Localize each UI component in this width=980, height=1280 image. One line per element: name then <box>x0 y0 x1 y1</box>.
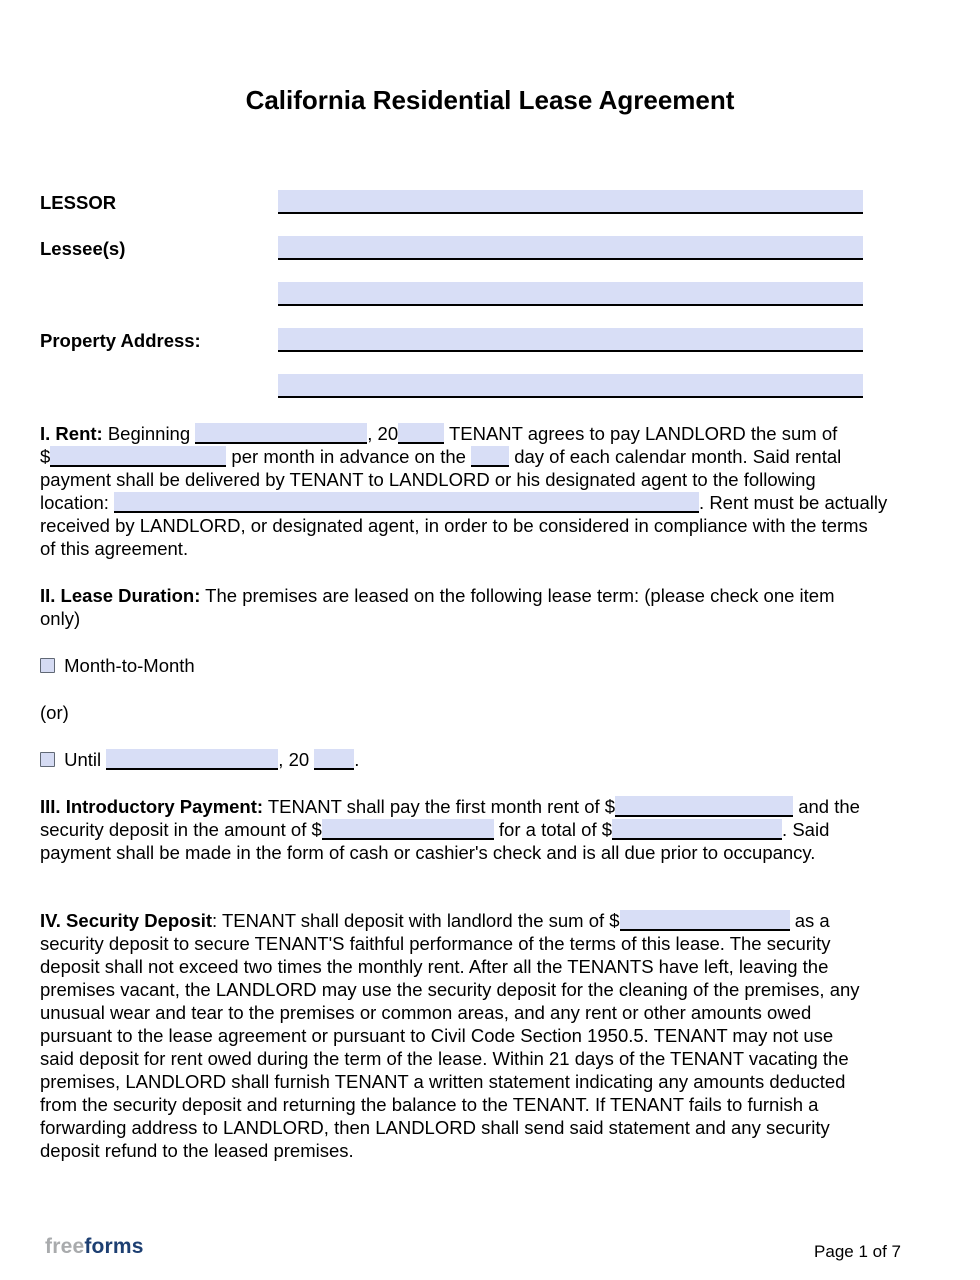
text-run: security deposit in the amount of $ <box>40 819 322 840</box>
text-line <box>40 795 940 818</box>
party-field-row <box>40 328 940 352</box>
text-run: day of each calendar month. Said rental <box>509 446 842 467</box>
text-line <box>40 1024 940 1047</box>
text-run: as a <box>789 910 830 931</box>
text-run: for a total of $ <box>493 819 613 840</box>
text-run: pursuant to the lease agreement or pursuant to Civil Code Section 1950.5. TENANT may not use <box>40 1025 834 1046</box>
text-run: only) <box>40 608 81 629</box>
text-run: The premises are leased on the following lease term: (please check one item <box>200 585 835 606</box>
text-run: TENANT agrees to pay LANDLORD the sum of <box>444 423 838 444</box>
page-indicator: Page 1 of 7 <box>814 1242 901 1261</box>
until-date-blank[interactable] <box>106 749 278 770</box>
text-run: location: <box>40 492 115 513</box>
document-body <box>40 422 940 1162</box>
section-iv-security-deposit <box>40 909 940 1162</box>
text-run: deposit shall not exceed two times the monthly rent. After all the TENANTS have left, leaving the <box>40 956 829 977</box>
rent-begin-year-blank[interactable] <box>398 423 444 444</box>
text-run: forwarding address to LANDLORD, then LANDLORD shall send said statement and any security <box>40 1117 830 1138</box>
party-field-row <box>40 236 940 260</box>
text-line <box>40 1116 940 1139</box>
property-address-input-1[interactable] <box>278 328 863 352</box>
document-title: California Residential Lease Agreement <box>245 85 735 115</box>
text-line <box>40 841 940 864</box>
text-line <box>40 468 940 491</box>
until-checkbox[interactable] <box>40 752 55 767</box>
section-iii-introductory-payment <box>40 795 940 864</box>
text-run: deposit refund to the leased premises. <box>40 1140 354 1161</box>
text-line <box>40 1047 940 1070</box>
text-line <box>40 584 940 607</box>
text-line <box>40 701 940 724</box>
month-to-month-checkbox[interactable] <box>40 658 55 673</box>
text-line <box>40 422 940 445</box>
security-deposit-amount-blank[interactable] <box>322 819 494 840</box>
text-run: per month in advance on the <box>226 446 472 467</box>
text-line <box>40 932 940 955</box>
or-separator <box>40 701 940 724</box>
text-run: (or) <box>40 702 69 723</box>
lessee-input-1[interactable] <box>278 236 863 260</box>
rent-begin-date-blank[interactable] <box>195 423 367 444</box>
property-address-input-2[interactable] <box>278 374 863 398</box>
text-run: Beginning <box>102 423 196 444</box>
text-line <box>40 1093 940 1116</box>
section-ii-lease-duration <box>40 584 940 630</box>
lessor-input[interactable] <box>278 190 863 214</box>
text-line <box>40 818 940 841</box>
text-run: payment shall be made in the form of cash or cashier's check and is all due prior to occupancy. <box>40 842 816 863</box>
text-run: : TENANT shall deposit with landlord the sum of $ <box>212 910 620 931</box>
text-line <box>40 955 940 978</box>
logo-text-free: free <box>45 1235 85 1258</box>
text-line <box>40 654 940 677</box>
text-run: $ <box>40 446 51 467</box>
text-run: . Said <box>782 819 830 840</box>
text-run: security deposit to secure TENANT'S faithful performance of the terms of this lease. The security <box>40 933 831 954</box>
bold-text: IV. Security Deposit <box>40 910 213 931</box>
security-deposit-sum-blank[interactable] <box>620 910 790 931</box>
text-line <box>40 978 940 1001</box>
field-label: LESSOR <box>40 192 117 213</box>
bold-text: I. Rent: <box>40 423 103 444</box>
text-run: of this agreement. <box>40 538 189 559</box>
text-run: TENANT shall pay the first month rent of $ <box>263 796 616 817</box>
option-month-to-month <box>40 654 940 677</box>
party-field-row <box>40 282 940 306</box>
text-run: unusual wear and tear to the premises or common areas, and any rent or other amounts owed <box>40 1002 812 1023</box>
rent-amount-blank[interactable] <box>50 446 226 467</box>
text-run: . Rent must be actually <box>699 492 888 513</box>
total-amount-blank[interactable] <box>612 819 782 840</box>
text-line <box>40 514 940 537</box>
text-run: payment shall be delivered by TENANT to LANDLORD or his designated agent to the following <box>40 469 816 490</box>
payment-location-blank[interactable] <box>114 492 699 513</box>
text-run: premises, LANDLORD shall furnish TENANT a written statement indicating any amounts deducted <box>40 1071 846 1092</box>
party-fields-section <box>40 190 940 398</box>
text-run: , 20 <box>367 423 399 444</box>
page-footer <box>0 1230 980 1280</box>
text-line <box>40 909 940 932</box>
party-field-row <box>40 190 940 214</box>
option-until-date <box>40 748 940 771</box>
text-line <box>40 491 940 514</box>
text-run: received by LANDLORD, or designated agent, in order to be considered in compliance with the terms <box>40 515 868 536</box>
logo-text-forms: forms <box>84 1235 144 1258</box>
bold-text: II. Lease Duration: <box>40 585 201 606</box>
text-run: from the security deposit and returning the balance to the TENANT. If TENANT fails to furnish a <box>40 1094 819 1115</box>
field-label: Lessee(s) <box>40 238 126 259</box>
text-run: , 20 <box>278 749 315 770</box>
until-year-blank[interactable] <box>314 749 354 770</box>
rent-due-day-blank[interactable] <box>471 446 509 467</box>
text-run: said deposit for rent owed during the term of the lease. Within 21 days of the TENANT vacating the <box>40 1048 849 1069</box>
party-field-row <box>40 374 940 398</box>
freeforms-logo <box>45 1235 144 1259</box>
section-i-rent <box>40 422 940 560</box>
text-run: . <box>354 749 360 770</box>
lessee-input-2[interactable] <box>278 282 863 306</box>
text-run: Month-to-Month <box>59 655 195 676</box>
text-line <box>40 1070 940 1093</box>
text-run: premises vacant, the LANDLORD may use the security deposit for the cleaning of the premises, any <box>40 979 860 1000</box>
text-line <box>40 537 940 560</box>
text-run: Until <box>59 749 107 770</box>
bold-text: III. Introductory Payment: <box>40 796 264 817</box>
text-line <box>40 1001 940 1024</box>
text-line <box>40 445 940 468</box>
text-line <box>40 748 940 771</box>
field-label: Property Address: <box>40 330 201 351</box>
text-run: and the <box>793 796 860 817</box>
text-line <box>40 1139 940 1162</box>
first-month-rent-blank[interactable] <box>615 796 793 817</box>
text-line <box>40 607 940 630</box>
